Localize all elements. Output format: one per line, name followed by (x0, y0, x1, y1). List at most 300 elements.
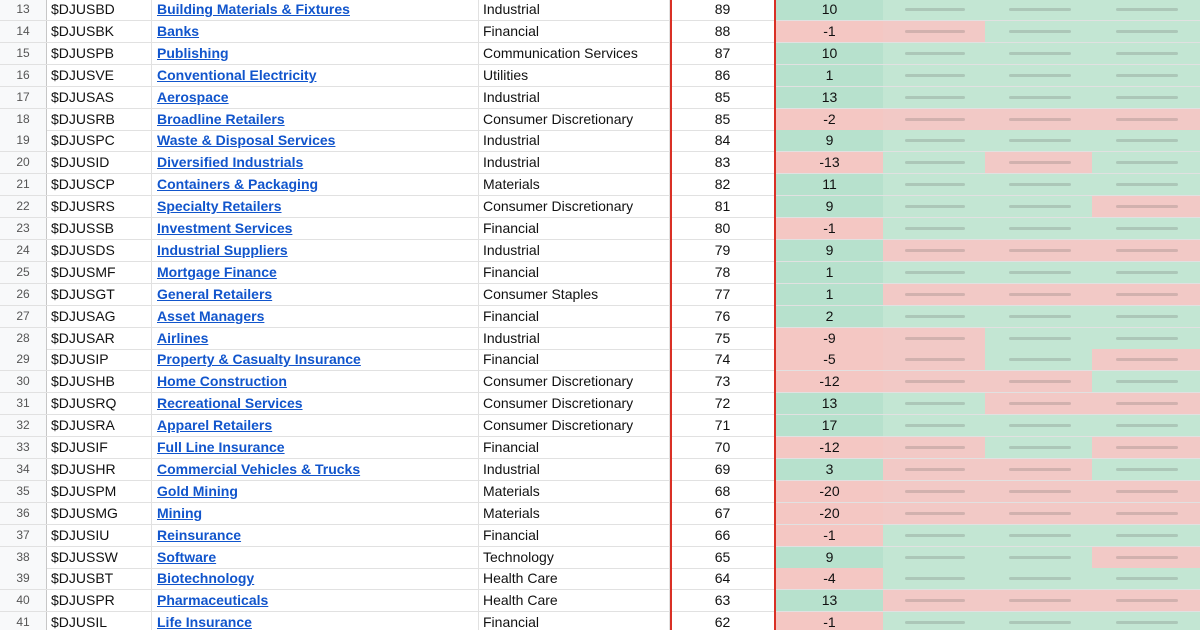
industry-name-cell (152, 306, 479, 327)
table-row[interactable] (0, 21, 1200, 43)
ticker-cell[interactable]: $DJUSMG (46, 503, 152, 524)
redacted-cell (1092, 218, 1200, 239)
score-cell[interactable]: 88 (714, 22, 731, 39)
sector-cell[interactable]: Consumer Discretionary (479, 371, 670, 392)
change-cell[interactable]: -2 (776, 109, 883, 130)
row-number[interactable]: 29 (0, 349, 47, 370)
redacted-cell (1092, 65, 1200, 86)
redacted-cell (1092, 459, 1200, 480)
redacted-cell (883, 590, 985, 611)
row-number[interactable]: 35 (0, 481, 47, 502)
row-number[interactable]: 41 (0, 612, 47, 630)
change-cell[interactable]: -12 (776, 437, 883, 458)
sector-cell[interactable]: Financial (479, 306, 670, 327)
redacted-cell (883, 196, 985, 217)
row-number[interactable]: 34 (0, 459, 47, 480)
industry-link[interactable]: Investment Services (157, 220, 293, 236)
change-cell[interactable]: -1 (776, 218, 883, 239)
industry-link[interactable]: Banks (157, 22, 200, 39)
sector-cell[interactable]: Health Care (479, 568, 670, 589)
change-cell[interactable]: -1 (776, 612, 883, 630)
industry-link[interactable]: Reinsurance (157, 526, 242, 543)
ticker-cell[interactable]: $DJUSIU (46, 525, 152, 546)
sector-cell[interactable]: Industrial (479, 328, 670, 349)
industry-link[interactable]: Apparel Retailers (157, 417, 273, 434)
score-cell[interactable]: 62 (714, 614, 731, 630)
ticker-cell[interactable]: $DJUSHR (46, 459, 152, 480)
industry-link[interactable]: Building Materials & Fixtures (157, 1, 350, 17)
score-cell[interactable]: 74 (714, 351, 731, 368)
redacted-cell (985, 437, 1092, 458)
industry-link[interactable]: Mining (157, 504, 203, 521)
redacted-cell (883, 174, 985, 195)
table-row[interactable] (0, 262, 1200, 284)
row-number[interactable]: 21 (0, 174, 47, 195)
sector-cell[interactable]: Financial (479, 262, 670, 283)
redacted-cell (985, 547, 1092, 568)
industry-link[interactable]: General Retailers (157, 285, 273, 302)
table-row[interactable] (0, 240, 1200, 262)
redacted-cell (985, 459, 1092, 480)
sector-cell[interactable]: Consumer Staples (479, 284, 670, 305)
score-cell[interactable]: 70 (714, 439, 731, 455)
industry-link[interactable]: Home Construction (157, 373, 287, 390)
redacted-cell (1092, 240, 1200, 261)
industry-link[interactable]: Airlines (157, 329, 209, 346)
redacted-cell (1092, 152, 1200, 173)
row-number[interactable]: 18 (0, 109, 47, 130)
redacted-cell (985, 262, 1092, 283)
ticker-cell[interactable]: $DJUSSB (46, 218, 152, 239)
sector-cell[interactable]: Financial (479, 525, 670, 546)
redacted-cell (883, 328, 985, 349)
ticker-cell[interactable]: $DJUSIF (46, 437, 152, 458)
sector-cell[interactable]: Health Care (479, 590, 670, 611)
table-row[interactable] (0, 349, 1200, 371)
table-row[interactable] (0, 612, 1200, 630)
change-cell[interactable]: -4 (776, 568, 883, 589)
table-row[interactable] (0, 174, 1200, 196)
redacted-cell (883, 371, 985, 392)
row-number[interactable]: 20 (0, 152, 47, 173)
score-cell[interactable]: 89 (714, 1, 731, 17)
table-row[interactable] (0, 459, 1200, 481)
ticker-cell[interactable]: $DJUSMF (46, 262, 152, 283)
redacted-cell (985, 284, 1092, 305)
change-cell[interactable]: -13 (776, 152, 883, 173)
redacted-cell (1092, 547, 1200, 568)
table-row[interactable] (0, 109, 1200, 131)
ticker-cell[interactable]: $DJUSRS (46, 196, 152, 217)
industry-link[interactable]: Recreational Services (157, 395, 303, 412)
row-number[interactable]: 13 (0, 0, 47, 20)
sector-cell[interactable]: Industrial (479, 459, 670, 480)
industry-name-cell (152, 174, 479, 195)
ticker-cell[interactable]: $DJUSAG (46, 306, 152, 327)
industry-name-cell (152, 481, 479, 502)
industry-link[interactable]: Software (157, 548, 217, 565)
redacted-cell (1092, 481, 1200, 502)
change-cell[interactable]: 2 (776, 306, 883, 327)
change-cell[interactable]: -20 (776, 503, 883, 524)
sector-cell[interactable]: Industrial (479, 152, 670, 173)
industry-link[interactable]: Broadline Retailers (157, 110, 285, 127)
redacted-cell (985, 130, 1092, 151)
table-row[interactable] (0, 590, 1200, 612)
change-cell[interactable]: -1 (776, 21, 883, 42)
change-cell[interactable]: 13 (776, 393, 883, 414)
redacted-cell (1092, 328, 1200, 349)
sector-cell[interactable]: Communication Services (479, 43, 670, 64)
change-cell[interactable]: 13 (776, 590, 883, 611)
industry-name-cell (152, 87, 479, 108)
score-cell[interactable]: 65 (714, 548, 731, 565)
redacted-cell (985, 525, 1092, 546)
redacted-cell (883, 568, 985, 589)
redacted-cell (883, 130, 985, 151)
industry-name-cell (152, 393, 479, 414)
score-cell[interactable]: 86 (714, 66, 731, 83)
redacted-cell (985, 415, 1092, 436)
sector-cell[interactable]: Financial (479, 218, 670, 239)
redacted-cell (985, 21, 1092, 42)
row-number[interactable]: 26 (0, 284, 47, 305)
table-row[interactable] (0, 284, 1200, 306)
redacted-cell (1092, 174, 1200, 195)
table-row[interactable] (0, 152, 1200, 174)
ticker-cell[interactable]: $DJUSID (46, 152, 152, 173)
redacted-cell (1092, 371, 1200, 392)
redacted-cell (985, 152, 1092, 173)
redacted-cell (985, 174, 1092, 195)
redacted-cell (985, 612, 1092, 630)
table-row[interactable] (0, 568, 1200, 590)
industry-link[interactable]: Gold Mining (157, 482, 238, 499)
score-cell[interactable]: 84 (714, 132, 731, 149)
redacted-cell (1092, 393, 1200, 414)
redacted-cell (985, 218, 1092, 239)
sector-cell[interactable]: Materials (479, 503, 670, 524)
score-cell[interactable]: 64 (714, 570, 731, 587)
redacted-cell (883, 284, 985, 305)
industry-name-cell (152, 547, 479, 568)
redacted-cell (1092, 590, 1200, 611)
redacted-cell (985, 87, 1092, 108)
redacted-cell (883, 547, 985, 568)
change-cell[interactable]: 11 (776, 174, 883, 195)
redacted-cell (1092, 43, 1200, 64)
row-number[interactable]: 25 (0, 262, 47, 283)
industry-link[interactable]: Asset Managers (157, 307, 265, 324)
score-cell[interactable]: 76 (714, 307, 731, 324)
industry-name-cell (152, 525, 479, 546)
row-number[interactable]: 33 (0, 437, 47, 458)
ticker-cell[interactable]: $DJUSPC (46, 130, 152, 151)
sector-cell[interactable]: Consumer Discretionary (479, 415, 670, 436)
change-cell[interactable]: 9 (776, 240, 883, 261)
industry-name-cell (152, 349, 479, 370)
table-row[interactable] (0, 547, 1200, 569)
industry-link[interactable]: Property & Casualty Insurance (157, 351, 361, 368)
sector-cell[interactable]: Technology (479, 547, 670, 568)
redacted-cell (1092, 196, 1200, 217)
industry-link[interactable]: Commercial Vehicles & Trucks (157, 460, 361, 477)
sector-cell[interactable]: Financial (479, 349, 670, 370)
score-cell[interactable]: 77 (714, 285, 731, 302)
change-cell[interactable]: 9 (776, 547, 883, 568)
redacted-cell (1092, 306, 1200, 327)
row-number[interactable]: 24 (0, 240, 47, 261)
change-cell[interactable]: 9 (776, 196, 883, 217)
ticker-cell[interactable]: $DJUSPB (46, 43, 152, 64)
change-cell[interactable]: 1 (776, 65, 883, 86)
redacted-cell (883, 503, 985, 524)
row-number[interactable]: 15 (0, 43, 47, 64)
row-number[interactable]: 16 (0, 65, 47, 86)
row-number[interactable]: 31 (0, 393, 47, 414)
ticker-cell[interactable]: $DJUSRA (46, 415, 152, 436)
industry-name-cell (152, 21, 479, 42)
change-cell[interactable]: -9 (776, 328, 883, 349)
sector-cell[interactable]: Consumer Discretionary (479, 109, 670, 130)
ticker-cell[interactable]: $DJUSIL (46, 612, 152, 630)
sector-cell[interactable]: Consumer Discretionary (479, 393, 670, 414)
right-red-divider (774, 0, 776, 630)
redacted-cell (883, 306, 985, 327)
redacted-cell (985, 503, 1092, 524)
change-cell[interactable]: 9 (776, 130, 883, 151)
score-cell[interactable]: 81 (714, 198, 731, 215)
sector-cell[interactable]: Industrial (479, 130, 670, 151)
ticker-cell[interactable]: $DJUSBD (46, 0, 152, 20)
table-row[interactable] (0, 371, 1200, 393)
change-cell[interactable]: 3 (776, 459, 883, 480)
row-number[interactable]: 14 (0, 21, 47, 42)
industry-name-cell (152, 503, 479, 524)
ticker-cell[interactable]: $DJUSPM (46, 481, 152, 502)
redacted-cell (883, 349, 985, 370)
redacted-cell (985, 43, 1092, 64)
table-row[interactable] (0, 437, 1200, 459)
industry-name-cell (152, 262, 479, 283)
ticker-cell[interactable]: $DJUSSW (46, 547, 152, 568)
industry-name-cell (152, 612, 479, 630)
redacted-cell (985, 0, 1092, 20)
ticker-cell[interactable]: $DJUSBT (46, 568, 152, 589)
ticker-cell[interactable]: $DJUSBK (46, 21, 152, 42)
industry-name-cell (152, 43, 479, 64)
sector-cell[interactable]: Industrial (479, 87, 670, 108)
row-number[interactable]: 30 (0, 371, 47, 392)
redacted-cell (985, 371, 1092, 392)
change-cell[interactable]: 10 (776, 43, 883, 64)
sector-cell[interactable]: Consumer Discretionary (479, 196, 670, 217)
ticker-cell[interactable]: $DJUSPR (46, 590, 152, 611)
industry-link[interactable]: Mortgage Finance (157, 263, 277, 280)
ticker-cell[interactable]: $DJUSHB (46, 371, 152, 392)
score-cell[interactable]: 72 (714, 395, 731, 412)
ticker-cell[interactable]: $DJUSAR (46, 328, 152, 349)
change-cell[interactable]: 1 (776, 284, 883, 305)
redacted-cell (1092, 262, 1200, 283)
redacted-cell (883, 437, 985, 458)
redacted-cell (883, 152, 985, 173)
redacted-cell (1092, 109, 1200, 130)
table-row[interactable] (0, 393, 1200, 415)
table-row[interactable] (0, 415, 1200, 437)
left-red-divider (670, 0, 672, 630)
redacted-cell (985, 109, 1092, 130)
table-row[interactable] (0, 525, 1200, 547)
industry-link[interactable]: Containers & Packaging (157, 176, 319, 193)
redacted-cell (883, 21, 985, 42)
table-row[interactable] (0, 306, 1200, 328)
industry-name-cell (152, 568, 479, 589)
score-cell[interactable]: 73 (714, 373, 731, 390)
industry-name-cell (152, 371, 479, 392)
row-number[interactable]: 36 (0, 503, 47, 524)
table-row[interactable] (0, 0, 1200, 21)
industry-name-cell (152, 328, 479, 349)
redacted-cell (883, 459, 985, 480)
redacted-cell (985, 568, 1092, 589)
change-cell[interactable]: -5 (776, 349, 883, 370)
industry-link[interactable]: Biotechnology (157, 570, 255, 587)
industry-link[interactable]: Full Line Insurance (157, 439, 285, 455)
sector-cell[interactable]: Financial (479, 437, 670, 458)
ticker-cell[interactable]: $DJUSGT (46, 284, 152, 305)
table-row[interactable] (0, 196, 1200, 218)
table-row[interactable] (0, 503, 1200, 525)
change-cell[interactable]: 13 (776, 87, 883, 108)
score-cell[interactable]: 66 (714, 526, 731, 543)
redacted-cell (985, 240, 1092, 261)
table-row[interactable] (0, 43, 1200, 65)
change-cell[interactable]: 10 (776, 0, 883, 20)
table-row[interactable] (0, 130, 1200, 152)
score-cell[interactable]: 85 (714, 88, 731, 105)
redacted-cell (1092, 568, 1200, 589)
sector-cell[interactable]: Materials (479, 481, 670, 502)
score-cell[interactable]: 87 (714, 44, 731, 61)
industry-name-cell (152, 459, 479, 480)
ticker-cell[interactable]: $DJUSVE (46, 65, 152, 86)
redacted-cell (883, 481, 985, 502)
sector-cell[interactable]: Industrial (479, 240, 670, 261)
ticker-cell[interactable]: $DJUSIP (46, 349, 152, 370)
change-cell[interactable]: -12 (776, 371, 883, 392)
row-number[interactable]: 28 (0, 328, 47, 349)
row-number[interactable]: 38 (0, 547, 47, 568)
row-number[interactable]: 37 (0, 525, 47, 546)
redacted-cell (1092, 415, 1200, 436)
table-row[interactable] (0, 87, 1200, 109)
score-cell[interactable]: 67 (714, 504, 731, 521)
ticker-cell[interactable]: $DJUSRB (46, 109, 152, 130)
row-number[interactable]: 23 (0, 218, 47, 239)
redacted-cell (985, 328, 1092, 349)
score-cell[interactable]: 75 (714, 329, 731, 346)
redacted-cell (883, 43, 985, 64)
change-cell[interactable]: 1 (776, 262, 883, 283)
change-cell[interactable]: -20 (776, 481, 883, 502)
industry-link[interactable]: Diversified Industrials (157, 154, 304, 171)
table-row[interactable] (0, 328, 1200, 350)
industry-name-cell (152, 415, 479, 436)
row-number[interactable]: 22 (0, 196, 47, 217)
industry-link[interactable]: Pharmaceuticals (157, 592, 269, 609)
ticker-cell[interactable]: $DJUSAS (46, 87, 152, 108)
redacted-cell (883, 240, 985, 261)
table-row[interactable] (0, 481, 1200, 503)
industry-link[interactable]: Conventional Electricity (157, 66, 317, 83)
redacted-cell (883, 262, 985, 283)
industry-name-cell (152, 0, 479, 20)
score-cell[interactable]: 78 (714, 263, 731, 280)
industry-name-cell (152, 65, 479, 86)
industry-name-cell (152, 130, 479, 151)
redacted-cell (883, 525, 985, 546)
table-row[interactable] (0, 218, 1200, 240)
redacted-cell (1092, 503, 1200, 524)
row-number[interactable]: 27 (0, 306, 47, 327)
ticker-cell[interactable]: $DJUSCP (46, 174, 152, 195)
redacted-cell (1092, 437, 1200, 458)
industry-link[interactable]: Industrial Suppliers (157, 241, 288, 258)
change-cell[interactable]: -1 (776, 525, 883, 546)
redacted-cell (985, 196, 1092, 217)
industry-name-cell (152, 284, 479, 305)
score-cell[interactable]: 85 (714, 110, 731, 127)
industry-link[interactable]: Waste & Disposal Services (157, 132, 336, 149)
score-cell[interactable]: 68 (714, 482, 731, 499)
industry-link[interactable]: Publishing (157, 44, 229, 61)
ticker-cell[interactable]: $DJUSDS (46, 240, 152, 261)
table-row[interactable] (0, 65, 1200, 87)
change-cell[interactable]: 17 (776, 415, 883, 436)
redacted-cell (883, 612, 985, 630)
score-cell[interactable]: 82 (714, 176, 731, 193)
industry-link[interactable]: Aerospace (157, 88, 229, 105)
score-cell[interactable]: 63 (714, 592, 731, 609)
industry-name-cell (152, 437, 479, 458)
row-number[interactable]: 40 (0, 590, 47, 611)
redacted-cell (1092, 525, 1200, 546)
score-cell[interactable]: 71 (714, 417, 731, 434)
score-cell[interactable]: 69 (714, 460, 731, 477)
redacted-cell (1092, 21, 1200, 42)
redacted-cell (985, 481, 1092, 502)
industry-link[interactable]: Specialty Retailers (157, 198, 282, 215)
industry-name-cell (152, 109, 479, 130)
sector-cell[interactable]: Industrial (479, 0, 670, 20)
redacted-cell (1092, 349, 1200, 370)
ticker-cell[interactable]: $DJUSRQ (46, 393, 152, 414)
redacted-cell (1092, 612, 1200, 630)
score-cell[interactable]: 80 (714, 220, 731, 236)
score-cell[interactable]: 83 (714, 154, 731, 171)
industry-link[interactable]: Life Insurance (157, 614, 252, 630)
sector-cell[interactable]: Financial (479, 21, 670, 42)
row-number[interactable]: 19 (0, 130, 47, 151)
row-number[interactable]: 39 (0, 568, 47, 589)
row-number[interactable]: 17 (0, 87, 47, 108)
sector-cell[interactable]: Financial (479, 612, 670, 630)
row-number[interactable]: 32 (0, 415, 47, 436)
sector-cell[interactable]: Utilities (479, 65, 670, 86)
sector-cell[interactable]: Materials (479, 174, 670, 195)
score-cell[interactable]: 79 (714, 241, 731, 258)
